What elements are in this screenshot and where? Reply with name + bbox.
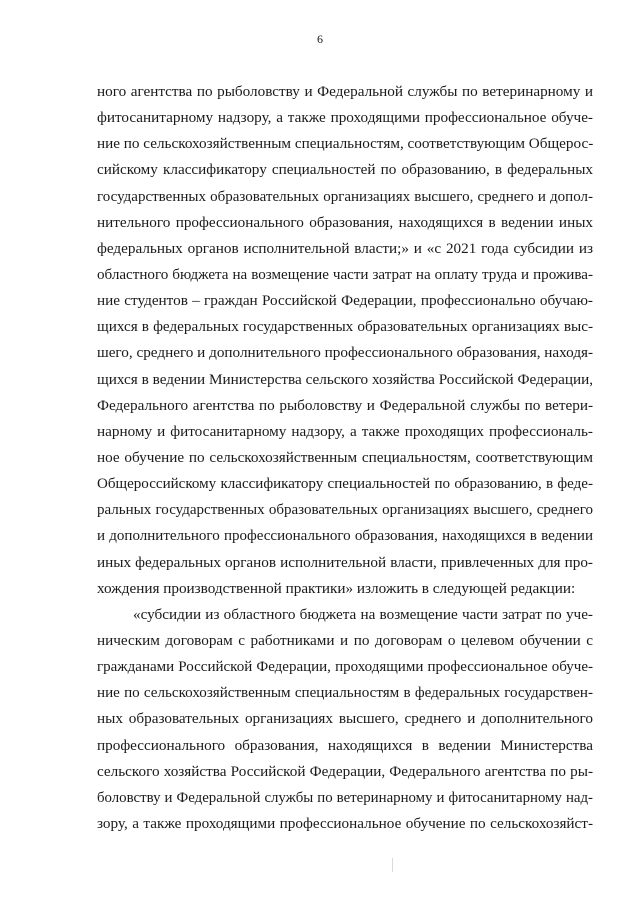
page-number: 6: [317, 32, 323, 46]
text-line: федеральных органов исполнительной власти;» и «с 2021 года субсидии из: [97, 239, 593, 257]
paragraph: [97, 79, 593, 602]
text-line: ние по сельскохозяйственным специальностям, соответствующим Общерос-: [97, 135, 594, 153]
text-line: зору, а также проходящими профессиональное обучение по сельскохозяйст-: [97, 814, 593, 832]
text-line: щихся в федеральных государственных образовательных организациях выс-: [97, 318, 593, 336]
text-line: гражданами Российской Федерации, проходящими профессиональное обуче-: [97, 659, 593, 676]
text-line: государственных образовательных организациях высшего, среднего и допол-: [97, 188, 593, 205]
text-line: и дополнительного профессионального образования, находящихся в ведении: [97, 528, 593, 545]
text-line: боловству и Федеральной службы по ветеринарному и фитосанитарному над-: [97, 789, 593, 806]
text-line: сельского хозяйства Российской Федерации, Федерального агентства по ры-: [97, 762, 593, 780]
text-line: хождения производственной практики» изложить в следующей редакции:: [97, 579, 576, 597]
scan-artifact-mark: [392, 858, 393, 872]
text-line: ническим договорам с работниками и по договорам о целевом обучении с: [97, 631, 593, 649]
text-line: нарному и фитосанитарному надзору, а также проходящих профессиональ-: [97, 422, 593, 440]
body-text: [97, 79, 593, 837]
paragraph: [97, 602, 593, 837]
text-line: профессионального образования, находящихся в ведении Министерства: [97, 736, 593, 754]
text-line: Федерального агентства по рыболовству и Федеральной службы по ветери-: [97, 396, 593, 414]
text-line: Общероссийскому классификатору специальностей по образованию, в феде-: [97, 476, 593, 493]
text-line: иных федеральных органов исполнительной власти, привлеченных для про-: [97, 553, 593, 571]
text-line: ральных государственных образовательных организациях высшего, среднего: [97, 502, 593, 519]
text-line: щихся в ведении Министерства сельского хозяйства Российской Федерации,: [97, 370, 593, 388]
text-line: областного бюджета на возмещение части затрат на оплату труда и прожива-: [97, 266, 593, 283]
text-line: ние по сельскохозяйственным специальностям в федеральных государствен-: [97, 685, 593, 702]
text-line: ние студентов – граждан Российской Федерации, профессионально обучаю-: [97, 292, 593, 310]
text-line: ного агентства по рыболовству и Федеральной службы по ветеринарному и: [97, 83, 593, 100]
text-line: ных образовательных организациях высшего, среднего и дополнительного: [97, 710, 593, 728]
text-line: фитосанитарному надзору, а также проходящими профессиональное обуче-: [97, 109, 593, 127]
text-line: нительного профессионального образования, находящихся в ведении иных: [97, 213, 593, 231]
text-line: ное обучение по сельскохозяйственным специальностям, соответствующим: [97, 448, 593, 466]
text-line: сийскому классификатору специальностей по образованию, в федеральных: [97, 161, 593, 179]
text-line: «субсидии из областного бюджета на возмещение части затрат по уче-: [133, 605, 593, 623]
text-line: шего, среднего и дополнительного профессионального образования, находя-: [97, 344, 594, 362]
